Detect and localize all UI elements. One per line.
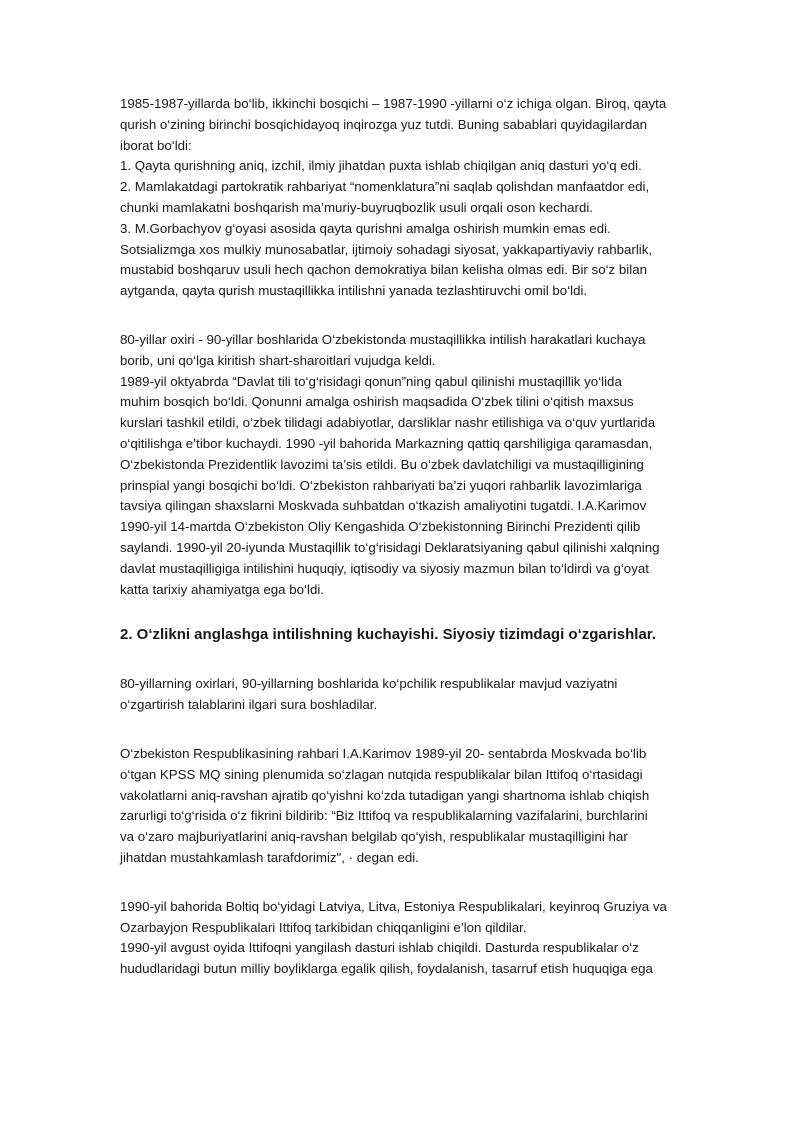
text-line: va o‘zaro majburiyatlarini aniq-ravshan belgilab qo‘yish, respublikalar mustaqilligini har: [120, 829, 628, 845]
document-page: [120, 94, 680, 980]
text-line: o‘zgartirish talablarini ilgari sura boshladilar.: [120, 697, 378, 713]
text-line: 1985-1987-yillarda bo‘lib, ikkinchi bosqichi – 1987-1990 -yillarni o‘z ichiga olgan. Biroq, qayta: [120, 96, 667, 111]
text-line: chunki mamlakatni boshqarish ma’muriy-buyruqbozlik usuli orqali oson kechardi.: [120, 199, 593, 215]
section-heading: 2. O‘zlikni anglashga intilishning kuchayishi. Siyosiy tizimdagi o‘zgarishlar.: [120, 626, 656, 644]
text-line: katta tarixiy ahamiyatga ega bo‘ldi.: [120, 581, 324, 597]
text-line: 80-yillar oxiri - 90-yillar boshlarida O‘zbekistonda mustaqillikka intilish harakatlari kuchaya: [120, 331, 646, 347]
paragraph-perestroika-crisis: [120, 94, 680, 302]
text-line: vakolatlarni aniq-ravshan ajratib qo‘yishni ko‘zda tutadigan yangi shartnoma ishlab chiqish: [120, 787, 650, 803]
paragraph-independence-movement: [120, 330, 680, 600]
text-line: mustabid boshqaruv usuli hech qachon demokratiya bilan kelisha olmas edi. Bir so‘z bilan: [120, 262, 647, 278]
text-line: 1990-yil bahorida Boltiq bo‘yidagi Latviya, Litva, Estoniya Respublikalari, keyinroq Gruziya va: [120, 898, 667, 914]
text-line: borib, uni qo‘lga kiritish shart-sharoitlari vujudga keldi.: [120, 352, 436, 368]
text-line: zarurligi to‘g‘risida o‘z fikrini bildirib: “Biz Ittifoq va respublikalarning vazifalarini, burchlarini: [120, 808, 648, 824]
text-line: 1990-yil avgust oyida Ittifoqni yangilash dasturi ishlab chiqildi. Dasturda respublikalar o‘z: [120, 940, 639, 956]
text-line: muhim bosqich bo‘ldi. Qonunni amalga oshirish maqsadida O‘zbek tilini o‘qitish maxsus: [120, 394, 634, 410]
text-line: prinspial yangi bosqichi bo‘ldi. O‘zbekiston rahbariyati ba’zi yuqori rahbarlik lavozimlariga: [120, 477, 642, 493]
text-line: kurslari tashkil etildi, o‘zbek tilidagi adabiyotlar, darsliklar nashr etilishiga va o‘quv yurtlarida: [120, 415, 656, 431]
text-line: aytganda, qayta qurish mustaqillikka intilishni yanada tezlashtiruvchi omil bo‘ldi.: [120, 283, 588, 299]
text-line: o‘qitilishga e’tibor kuchaydi. 1990 -yil bahorida Markazning qattiq qarshiligiga qaramasdan,: [120, 435, 653, 451]
text-line: davlat mustaqilligiga intilishini huquqiy, iqtisodiy va siyosiy mazmun bilan to‘ldirdi va g‘oyat: [120, 560, 649, 576]
text-line: 3. M.Gorbachyov g‘oyasi asosida qayta qurishni amalga oshirish mumkin emas edi.: [120, 220, 611, 236]
text-line: 2. Mamlakatdagi partokratik rahbariyat “nomenklatura”ni saqlab qolishdan manfaatdor edi,: [120, 179, 650, 195]
text-line: 1990-yil 14-martda O‘zbekiston Oliy Kengashida O‘zbekistonning Birinchi Prezidenti qilib: [120, 519, 641, 535]
paragraph-karimov-plenum-speech: [120, 744, 680, 869]
text-line: 80-yillarning oxirlari, 90-yillarning boshlarida ko‘pchilik respublikalar mavjud vaziyatni: [120, 676, 618, 692]
text-line: Sotsializmga xos mulkiy munosabatlar, ijtimoiy sohadagi siyosat, yakkapartiyaviy rahbarlik,: [120, 241, 653, 257]
text-line: hududlaridagi butun milliy boyliklarga egalik qilish, foydalanish, tasarruf etish huquqiga ega: [120, 961, 653, 977]
text-line: saylandi. 1990-yil 20-iyunda Mustaqillik to‘g‘risidagi Deklaratsiyaning qabul qilinishi xalqning: [120, 539, 660, 555]
text-line: 1. Qayta qurishning aniq, izchil, ilmiy jihatdan puxta ishlab chiqilgan aniq dasturi yo‘q edi.: [120, 158, 642, 174]
text-line: iborat bo‘ldi:: [120, 137, 192, 153]
text-line: tavsiya qilingan shaxslarni Moskvada suhbatdan o‘tkazish amaliyotini tugatdi. I.A.Karimov: [120, 498, 647, 514]
text-line: O‘zbekistonda Prezidentlik lavozimi ta’sis etildi. Bu o‘zbek davlatchiligi va mustaqilligining: [120, 456, 644, 472]
text-line: O‘zbekiston Respublikasining rahbari I.A.Karimov 1989-yil 20- sentabrda Moskvada bo‘lib: [120, 745, 647, 761]
text-line: 1989-yil oktyabrda “Davlat tili to‘g‘risidagi qonun”ning qabul qilinishi mustaqillik yo‘lida: [120, 373, 622, 389]
text-line: qurish o‘zining birinchi bosqichidayoq inqirozga yuz tutdi. Buning sabablari quyidagilardan: [120, 116, 648, 132]
paragraph-baltic-secession: [120, 897, 680, 980]
text-line: o‘tgan KPSS MQ sining plenumida so‘zlagan nutqida respublikalar bilan Ittifoq o‘rtasidagi: [120, 766, 643, 782]
text-line: jihatdan mustahkamlash tarafdorimiz", · degan edi.: [120, 849, 419, 865]
text-line: Ozarbayjon Respublikalari Ittifoq tarkibidan chiqqanligini e’lon qildilar.: [120, 919, 527, 935]
paragraph-republic-demands: [120, 674, 680, 716]
